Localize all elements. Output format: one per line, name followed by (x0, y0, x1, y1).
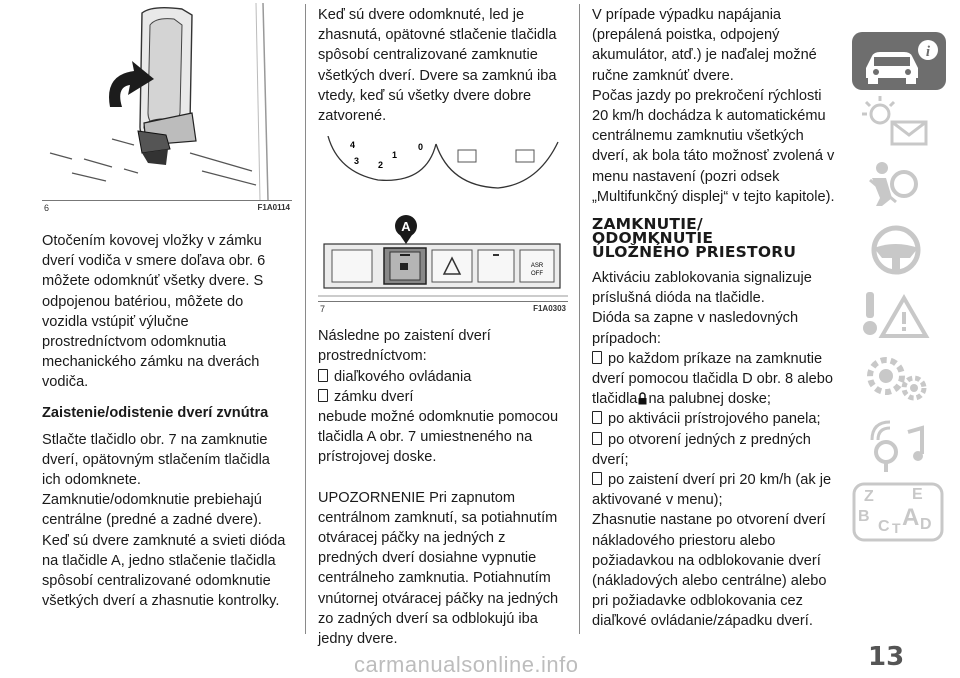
dial-number-2: 2 (378, 160, 384, 171)
section-heading: ZAMKNUTIE/ ODOMKNUTIE ÚLOŽNÉHO PRIESTORU (592, 215, 797, 262)
lock-icon (638, 391, 647, 405)
checkbox-bullet-icon (592, 411, 602, 424)
column-3 (592, 0, 840, 632)
warning-triangle-icon[interactable] (852, 284, 946, 348)
figure-7 (318, 136, 568, 302)
subheading: Zaistenie/odistenie dverí zvnútra (42, 404, 269, 421)
paragraph: Keď sú dvere zamknuté a svieti dióda na tlačidle A, jedno stlačenie tlačidla spôsobí centralizované odomknutie všetkých dverí a zhasnutie kontrolky. (42, 532, 286, 610)
service-gears-icon[interactable] (852, 348, 946, 410)
off-label: OFF (531, 271, 543, 278)
column-divider (579, 4, 580, 634)
paragraph: Keď sú dvere odomknuté, led je zhasnutá, opätovné stlačenie tlačidla spôsobí centralizované zamknutie všetkých dverí. Dvere sa zamknú iba vtedy, keď sú všetky dvere dobre zatvorené. (318, 7, 557, 125)
paragraph: nebude možné odomknutie pomocou tlačidla A obr. 7 umiestneného na prístrojovej doske. (318, 409, 559, 466)
figure-number: 7 (320, 304, 326, 315)
figure-6-caption (42, 201, 292, 215)
page-number: 13 (868, 642, 905, 672)
checkbox-bullet-icon (592, 472, 602, 485)
figure-6 (42, 3, 292, 201)
column-1 (42, 0, 292, 611)
watermark: carmanualsonline.info (354, 652, 579, 677)
dial-number-1: 1 (392, 150, 398, 161)
safety-airbag-icon[interactable] (852, 156, 946, 218)
warning-lights-icon[interactable] (852, 92, 946, 156)
paragraph: Stlačte tlačidlo obr. 7 na zamknutie dverí, opätovným stlačením tlačidla ich odomknete. Zamknutie/odomknutie prebiehajú centrálne (predné a zadné dvere). (42, 431, 270, 529)
bullet-item: po otvorení jedných z predných dverí; (592, 431, 811, 468)
paragraph: Následne po zaistení dverí prostredníctvom: (318, 328, 491, 365)
paragraph: Dióda sa zapne v nasledovných prípadoch: (592, 310, 799, 347)
callout-A: A (401, 219, 411, 235)
note-paragraph: UPOZORNENIE Pri zapnutom centrálnom zamknutí, sa potiahnutím otváracej páčky na jedných z predných dverí dosiahne vypnutie centrálneho zamknutia. Potiahnutím vnútornej otváracej páčky na jedných zo zadných dverí sa odblokujú iba jedny dvere. (318, 489, 559, 648)
checkbox-bullet-icon (592, 351, 602, 364)
paragraph: Zhasnutie nastane po otvorení dverí nákladového priestoru alebo požiadavkou na odblokovanie dverí (nákladových alebo centrálne) alebo pri požiadavke odblokovania cez diaľkové ovládanie/západku dverí. (592, 512, 827, 630)
car-info-icon[interactable] (852, 30, 946, 92)
chapter-sidebar (852, 30, 946, 544)
bullet-item: zámku dverí (318, 387, 568, 407)
bullet-item: diaľkového ovládania (318, 367, 568, 387)
dial-number-0: 0 (418, 142, 424, 153)
multimedia-icon[interactable] (852, 410, 946, 480)
dashboard-buttons-illustration (318, 136, 568, 301)
paragraph: V prípade výpadku napájania (prepálená poistka, odpojený akumulátor, atď.) je naďalej možné ručne zamknúť dvere. (592, 7, 817, 84)
bullet-item: po aktivácii prístrojového panela; (592, 409, 840, 429)
steering-wheel-icon[interactable] (852, 218, 946, 284)
bullet-item: po každom príkaze na zamknutie dverí pomocou tlačidla D obr. 8 alebo tlačidla na palubnej doske; (592, 350, 833, 408)
figure-number: 6 (44, 203, 50, 213)
column-2 (318, 0, 568, 649)
paragraph: Počas jazdy po prekročení rýchlosti 20 km/h dochádza k automatickému centrálnemu zamknutiu všetkých dverí, ak bola táto možnosť zvolená v menu nastavení (pozri odsek „Multifunkčný displej“ v tejto kapitole). (592, 87, 835, 205)
svg-text:i: i (925, 44, 931, 60)
door-lock-illustration (42, 3, 292, 200)
figure-code: F1A0114 (257, 203, 290, 212)
checkbox-bullet-icon (318, 369, 328, 382)
column-divider (305, 4, 306, 634)
figure-code: F1A0303 (533, 304, 566, 314)
paragraph: Otočením kovovej vložky v zámku dverí vodiča v smere doľava obr. 6 môžete odomknúť všetky dvere. S odpojenou batériou, môžete do vozidla vstúpiť výlučne prostredníctvom odomknutia mechanického zámku na dverách vodiča. (42, 233, 266, 391)
dial-number-4: 4 (350, 140, 356, 151)
checkbox-bullet-icon (592, 432, 602, 445)
asr-label: ASR (530, 263, 544, 270)
paragraph: Aktiváciu zablokovania signalizuje príslušná dióda na tlačidle. (592, 270, 812, 307)
figure-7-caption (318, 302, 568, 316)
dial-number-3: 3 (354, 156, 360, 167)
index-letters-icon[interactable]: Z E B A C T D (852, 480, 946, 544)
bullet-item: po zaistení dverí pri 20 km/h (ak je aktivované v menu); (592, 472, 832, 509)
checkbox-bullet-icon (318, 389, 328, 402)
